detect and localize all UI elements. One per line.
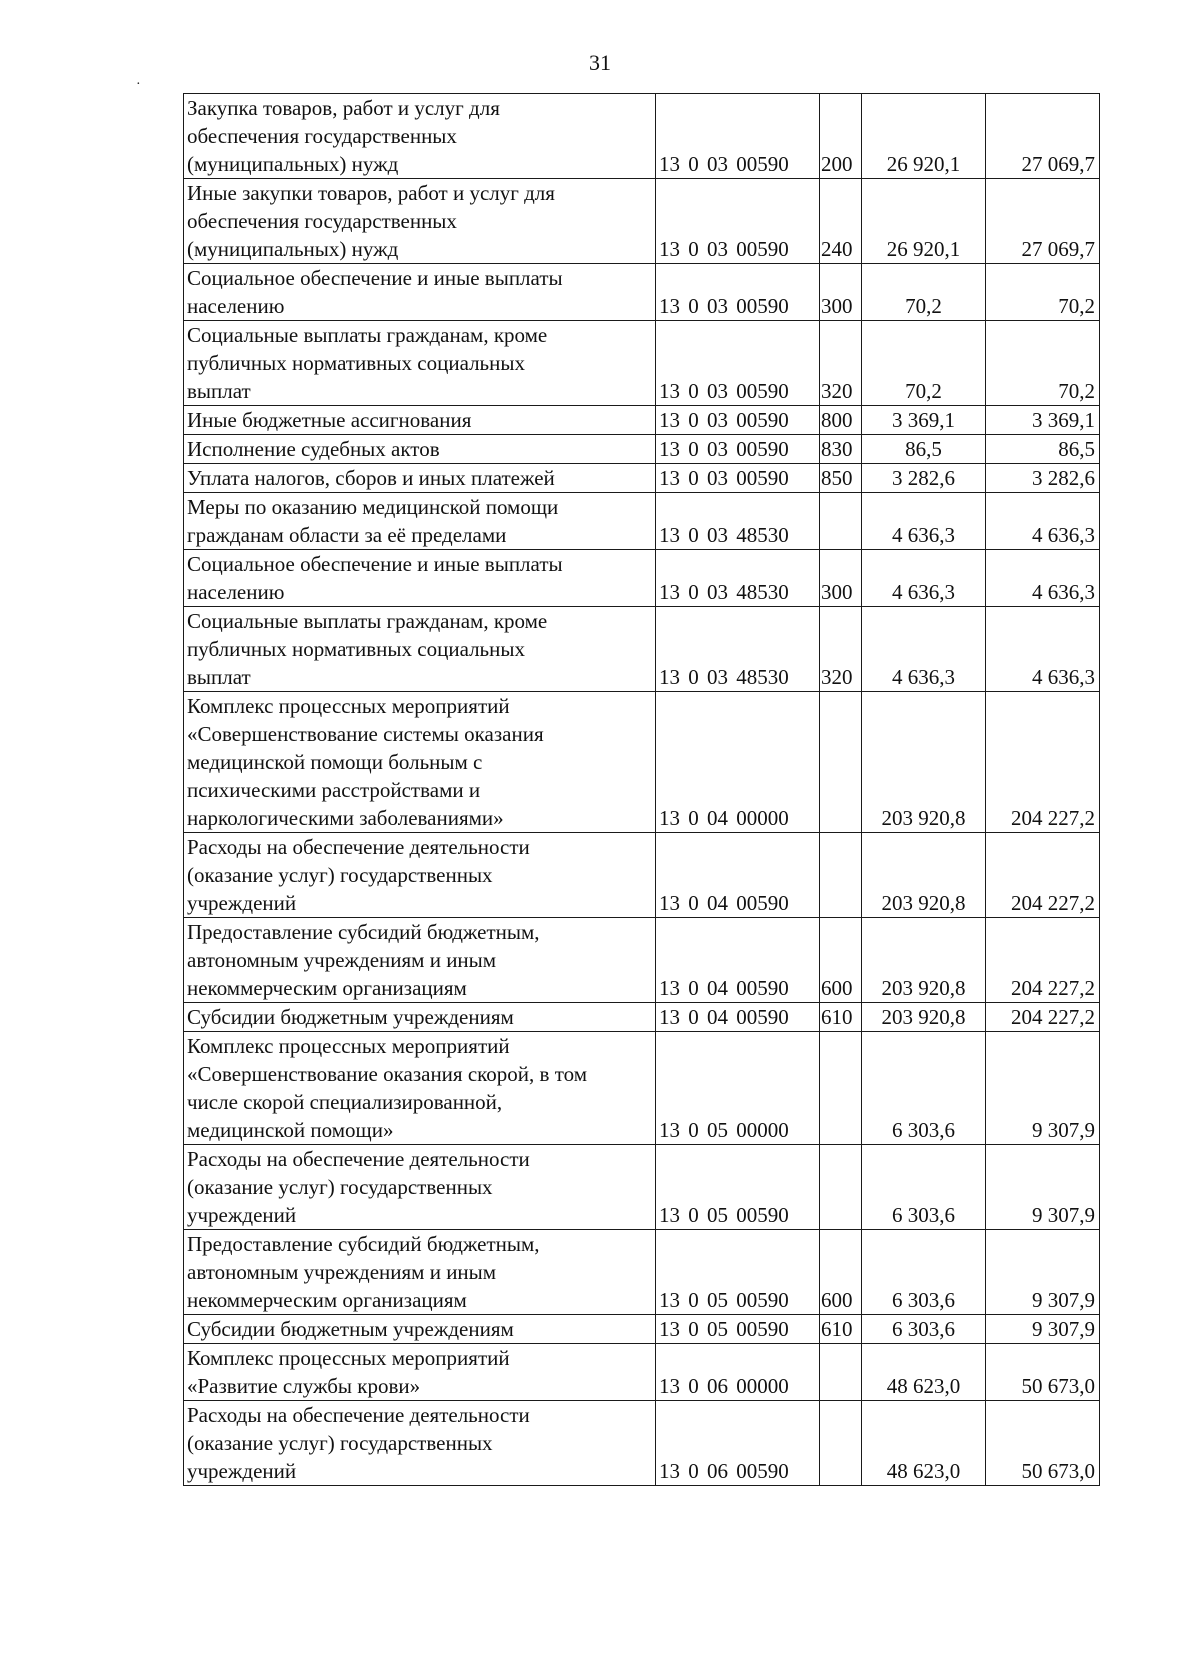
expense-type-cell: 300 xyxy=(820,550,862,607)
row-name-line: «Развитие службы крови» xyxy=(187,1374,421,1398)
row-name-line: Комплекс процессных мероприятий xyxy=(187,1346,510,1370)
row-name-cell xyxy=(184,1145,656,1230)
row-name-line: Расходы на обеспечение деятельности xyxy=(187,1147,530,1171)
expense-type-cell: 320 xyxy=(820,321,862,406)
row-name-line: автономным учреждениям и иным xyxy=(187,948,497,972)
row-name-line: учреждений xyxy=(187,1203,297,1227)
expense-type-cell xyxy=(820,692,862,833)
amount-year2-cell: 4 636,3 xyxy=(986,550,1100,607)
target-article-cell: 13 0 05 00590 xyxy=(656,1230,820,1315)
amount-year1-cell: 4 636,3 xyxy=(862,550,986,607)
page-number: 31 xyxy=(589,50,611,75)
row-name-line: Меры по оказанию медицинской помощи xyxy=(187,495,559,519)
row-name-line: выплат xyxy=(187,379,251,403)
expense-type-cell: 830 xyxy=(820,435,862,464)
target-article-cell: 13 0 05 00590 xyxy=(656,1145,820,1230)
table-row xyxy=(184,493,1100,550)
row-name-line: Социальные выплаты гражданам, кроме xyxy=(187,609,548,633)
row-name-line: (оказание услуг) государственных xyxy=(187,1175,493,1199)
row-name-cell xyxy=(184,1230,656,1315)
amount-year1-cell: 4 636,3 xyxy=(862,493,986,550)
row-name-line: гражданам области за её пределами xyxy=(187,523,507,547)
row-name-cell xyxy=(184,493,656,550)
row-name-line: учреждений xyxy=(187,891,297,915)
table-row xyxy=(184,1145,1100,1230)
table-row xyxy=(184,1230,1100,1315)
row-name-line: Комплекс процессных мероприятий xyxy=(187,1034,510,1058)
table-row xyxy=(184,321,1100,406)
table-row xyxy=(184,1315,1100,1344)
amount-year1-cell: 203 920,8 xyxy=(862,918,986,1003)
target-article-cell: 13 0 03 00590 xyxy=(656,464,820,493)
row-name-line: населению xyxy=(187,580,285,604)
row-name-cell xyxy=(184,1401,656,1486)
row-name-line: Предоставление субсидий бюджетным, xyxy=(187,1232,540,1256)
row-name-line: некоммерческим организациям xyxy=(187,1288,467,1312)
target-article-cell: 13 0 06 00000 xyxy=(656,1344,820,1401)
target-article-cell: 13 0 04 00590 xyxy=(656,1003,820,1032)
amount-year2-cell: 9 307,9 xyxy=(986,1145,1100,1230)
target-article-cell: 13 0 05 00000 xyxy=(656,1032,820,1145)
table-row xyxy=(184,692,1100,833)
row-name-cell xyxy=(184,94,656,179)
row-name-line: «Совершенствование системы оказания xyxy=(187,722,544,746)
amount-year2-cell: 204 227,2 xyxy=(986,833,1100,918)
amount-year1-cell: 4 636,3 xyxy=(862,607,986,692)
expense-type-cell: 600 xyxy=(820,918,862,1003)
row-name-cell xyxy=(184,1315,656,1344)
expense-type-cell: 240 xyxy=(820,179,862,264)
amount-year2-cell: 70,2 xyxy=(986,264,1100,321)
target-article-cell: 13 0 04 00590 xyxy=(656,918,820,1003)
amount-year2-cell: 204 227,2 xyxy=(986,918,1100,1003)
row-name-line: обеспечения государственных xyxy=(187,209,457,233)
expense-type-cell: 600 xyxy=(820,1230,862,1315)
amount-year1-cell: 6 303,6 xyxy=(862,1315,986,1344)
row-name-line: Социальное обеспечение и иные выплаты xyxy=(187,266,563,290)
row-name-cell xyxy=(184,435,656,464)
expense-type-cell: 300 xyxy=(820,264,862,321)
row-name-cell xyxy=(184,607,656,692)
expense-type-cell xyxy=(820,493,862,550)
row-name-cell xyxy=(184,550,656,607)
table-row xyxy=(184,1003,1100,1032)
row-name-cell xyxy=(184,321,656,406)
target-article-cell: 13 0 03 00590 xyxy=(656,435,820,464)
row-name-line: публичных нормативных социальных xyxy=(187,637,525,661)
row-name-line: Закупка товаров, работ и услуг для xyxy=(187,96,500,120)
amount-year1-cell: 3 369,1 xyxy=(862,406,986,435)
amount-year1-cell: 3 282,6 xyxy=(862,464,986,493)
amount-year1-cell: 6 303,6 xyxy=(862,1032,986,1145)
row-name-line: (муниципальных) нужд xyxy=(187,237,399,261)
amount-year2-cell: 3 282,6 xyxy=(986,464,1100,493)
row-name-cell xyxy=(184,1003,656,1032)
row-name-line: (оказание услуг) государственных xyxy=(187,863,493,887)
amount-year1-cell: 26 920,1 xyxy=(862,179,986,264)
amount-year1-cell: 70,2 xyxy=(862,264,986,321)
budget-table-body xyxy=(184,94,1100,1486)
row-name-cell xyxy=(184,833,656,918)
expense-type-cell: 320 xyxy=(820,607,862,692)
amount-year1-cell: 6 303,6 xyxy=(862,1145,986,1230)
row-name-line: выплат xyxy=(187,665,251,689)
target-article-cell: 13 0 03 00590 xyxy=(656,321,820,406)
stray-mark: · xyxy=(136,77,141,92)
amount-year2-cell: 9 307,9 xyxy=(986,1315,1100,1344)
amount-year2-cell: 27 069,7 xyxy=(986,179,1100,264)
row-name-line: Расходы на обеспечение деятельности xyxy=(187,835,530,859)
row-name-line: Комплекс процессных мероприятий xyxy=(187,694,510,718)
table-row xyxy=(184,918,1100,1003)
amount-year1-cell: 70,2 xyxy=(862,321,986,406)
target-article-cell: 13 0 04 00590 xyxy=(656,833,820,918)
table-row xyxy=(184,1032,1100,1145)
row-name-line: числе скорой специализированной, xyxy=(187,1090,503,1114)
row-name-line: Субсидии бюджетным учреждениям xyxy=(187,1005,514,1029)
table-row xyxy=(184,406,1100,435)
amount-year1-cell: 26 920,1 xyxy=(862,94,986,179)
row-name-cell xyxy=(184,264,656,321)
row-name-line: населению xyxy=(187,294,285,318)
expense-type-cell xyxy=(820,1344,862,1401)
expense-type-cell: 800 xyxy=(820,406,862,435)
target-article-cell: 13 0 05 00590 xyxy=(656,1315,820,1344)
amount-year1-cell: 203 920,8 xyxy=(862,692,986,833)
amount-year1-cell: 86,5 xyxy=(862,435,986,464)
expense-type-cell: 850 xyxy=(820,464,862,493)
table-row xyxy=(184,179,1100,264)
expense-type-cell: 610 xyxy=(820,1315,862,1344)
amount-year2-cell: 86,5 xyxy=(986,435,1100,464)
amount-year1-cell: 203 920,8 xyxy=(862,1003,986,1032)
row-name-line: (муниципальных) нужд xyxy=(187,152,399,176)
amount-year1-cell: 203 920,8 xyxy=(862,833,986,918)
expense-type-cell xyxy=(820,1032,862,1145)
amount-year2-cell: 27 069,7 xyxy=(986,94,1100,179)
table-row xyxy=(184,94,1100,179)
row-name-line: «Совершенствование оказания скорой, в том xyxy=(187,1062,587,1086)
table-row xyxy=(184,1401,1100,1486)
row-name-line: наркологическими заболеваниями» xyxy=(187,806,504,830)
target-article-cell: 13 0 03 00590 xyxy=(656,264,820,321)
amount-year2-cell: 9 307,9 xyxy=(986,1032,1100,1145)
target-article-cell: 13 0 03 00590 xyxy=(656,406,820,435)
expense-type-cell xyxy=(820,833,862,918)
amount-year1-cell: 6 303,6 xyxy=(862,1230,986,1315)
row-name-cell xyxy=(184,406,656,435)
expense-type-cell xyxy=(820,1145,862,1230)
table-row xyxy=(184,550,1100,607)
amount-year2-cell: 4 636,3 xyxy=(986,607,1100,692)
target-article-cell: 13 0 03 00590 xyxy=(656,179,820,264)
table-row xyxy=(184,607,1100,692)
row-name-line: Иные бюджетные ассигнования xyxy=(187,408,472,432)
amount-year2-cell: 204 227,2 xyxy=(986,1003,1100,1032)
amount-year1-cell: 48 623,0 xyxy=(862,1344,986,1401)
table-row xyxy=(184,833,1100,918)
budget-table xyxy=(183,93,1100,1486)
amount-year2-cell: 9 307,9 xyxy=(986,1230,1100,1315)
row-name-line: медицинской помощи» xyxy=(187,1118,394,1142)
target-article-cell: 13 0 06 00590 xyxy=(656,1401,820,1486)
table-row xyxy=(184,435,1100,464)
row-name-cell xyxy=(184,1344,656,1401)
row-name-line: учреждений xyxy=(187,1459,297,1483)
amount-year2-cell: 70,2 xyxy=(986,321,1100,406)
row-name-cell xyxy=(184,179,656,264)
amount-year1-cell: 48 623,0 xyxy=(862,1401,986,1486)
row-name-line: некоммерческим организациям xyxy=(187,976,467,1000)
row-name-line: публичных нормативных социальных xyxy=(187,351,525,375)
amount-year2-cell: 3 369,1 xyxy=(986,406,1100,435)
amount-year2-cell: 4 636,3 xyxy=(986,493,1100,550)
expense-type-cell: 610 xyxy=(820,1003,862,1032)
target-article-cell: 13 0 03 48530 xyxy=(656,550,820,607)
row-name-line: Иные закупки товаров, работ и услуг для xyxy=(187,181,555,205)
target-article-cell: 13 0 03 48530 xyxy=(656,607,820,692)
row-name-cell xyxy=(184,464,656,493)
row-name-line: (оказание услуг) государственных xyxy=(187,1431,493,1455)
target-article-cell: 13 0 04 00000 xyxy=(656,692,820,833)
expense-type-cell: 200 xyxy=(820,94,862,179)
expense-type-cell xyxy=(820,1401,862,1486)
row-name-line: автономным учреждениям и иным xyxy=(187,1260,497,1284)
amount-year2-cell: 50 673,0 xyxy=(986,1344,1100,1401)
row-name-line: психическими расстройствами и xyxy=(187,778,481,802)
row-name-line: обеспечения государственных xyxy=(187,124,457,148)
row-name-line: Социальное обеспечение и иные выплаты xyxy=(187,552,563,576)
target-article-cell: 13 0 03 48530 xyxy=(656,493,820,550)
row-name-line: Уплата налогов, сборов и иных платежей xyxy=(187,466,555,490)
row-name-cell xyxy=(184,1032,656,1145)
table-row xyxy=(184,464,1100,493)
table-row xyxy=(184,1344,1100,1401)
row-name-line: медицинской помощи больным с xyxy=(187,750,483,774)
table-row xyxy=(184,264,1100,321)
amount-year2-cell: 50 673,0 xyxy=(986,1401,1100,1486)
row-name-line: Исполнение судебных актов xyxy=(187,437,440,461)
row-name-line: Субсидии бюджетным учреждениям xyxy=(187,1317,514,1341)
target-article-cell: 13 0 03 00590 xyxy=(656,94,820,179)
row-name-line: Расходы на обеспечение деятельности xyxy=(187,1403,530,1427)
row-name-line: Социальные выплаты гражданам, кроме xyxy=(187,323,548,347)
row-name-cell xyxy=(184,918,656,1003)
amount-year2-cell: 204 227,2 xyxy=(986,692,1100,833)
row-name-line: Предоставление субсидий бюджетным, xyxy=(187,920,540,944)
row-name-cell xyxy=(184,692,656,833)
